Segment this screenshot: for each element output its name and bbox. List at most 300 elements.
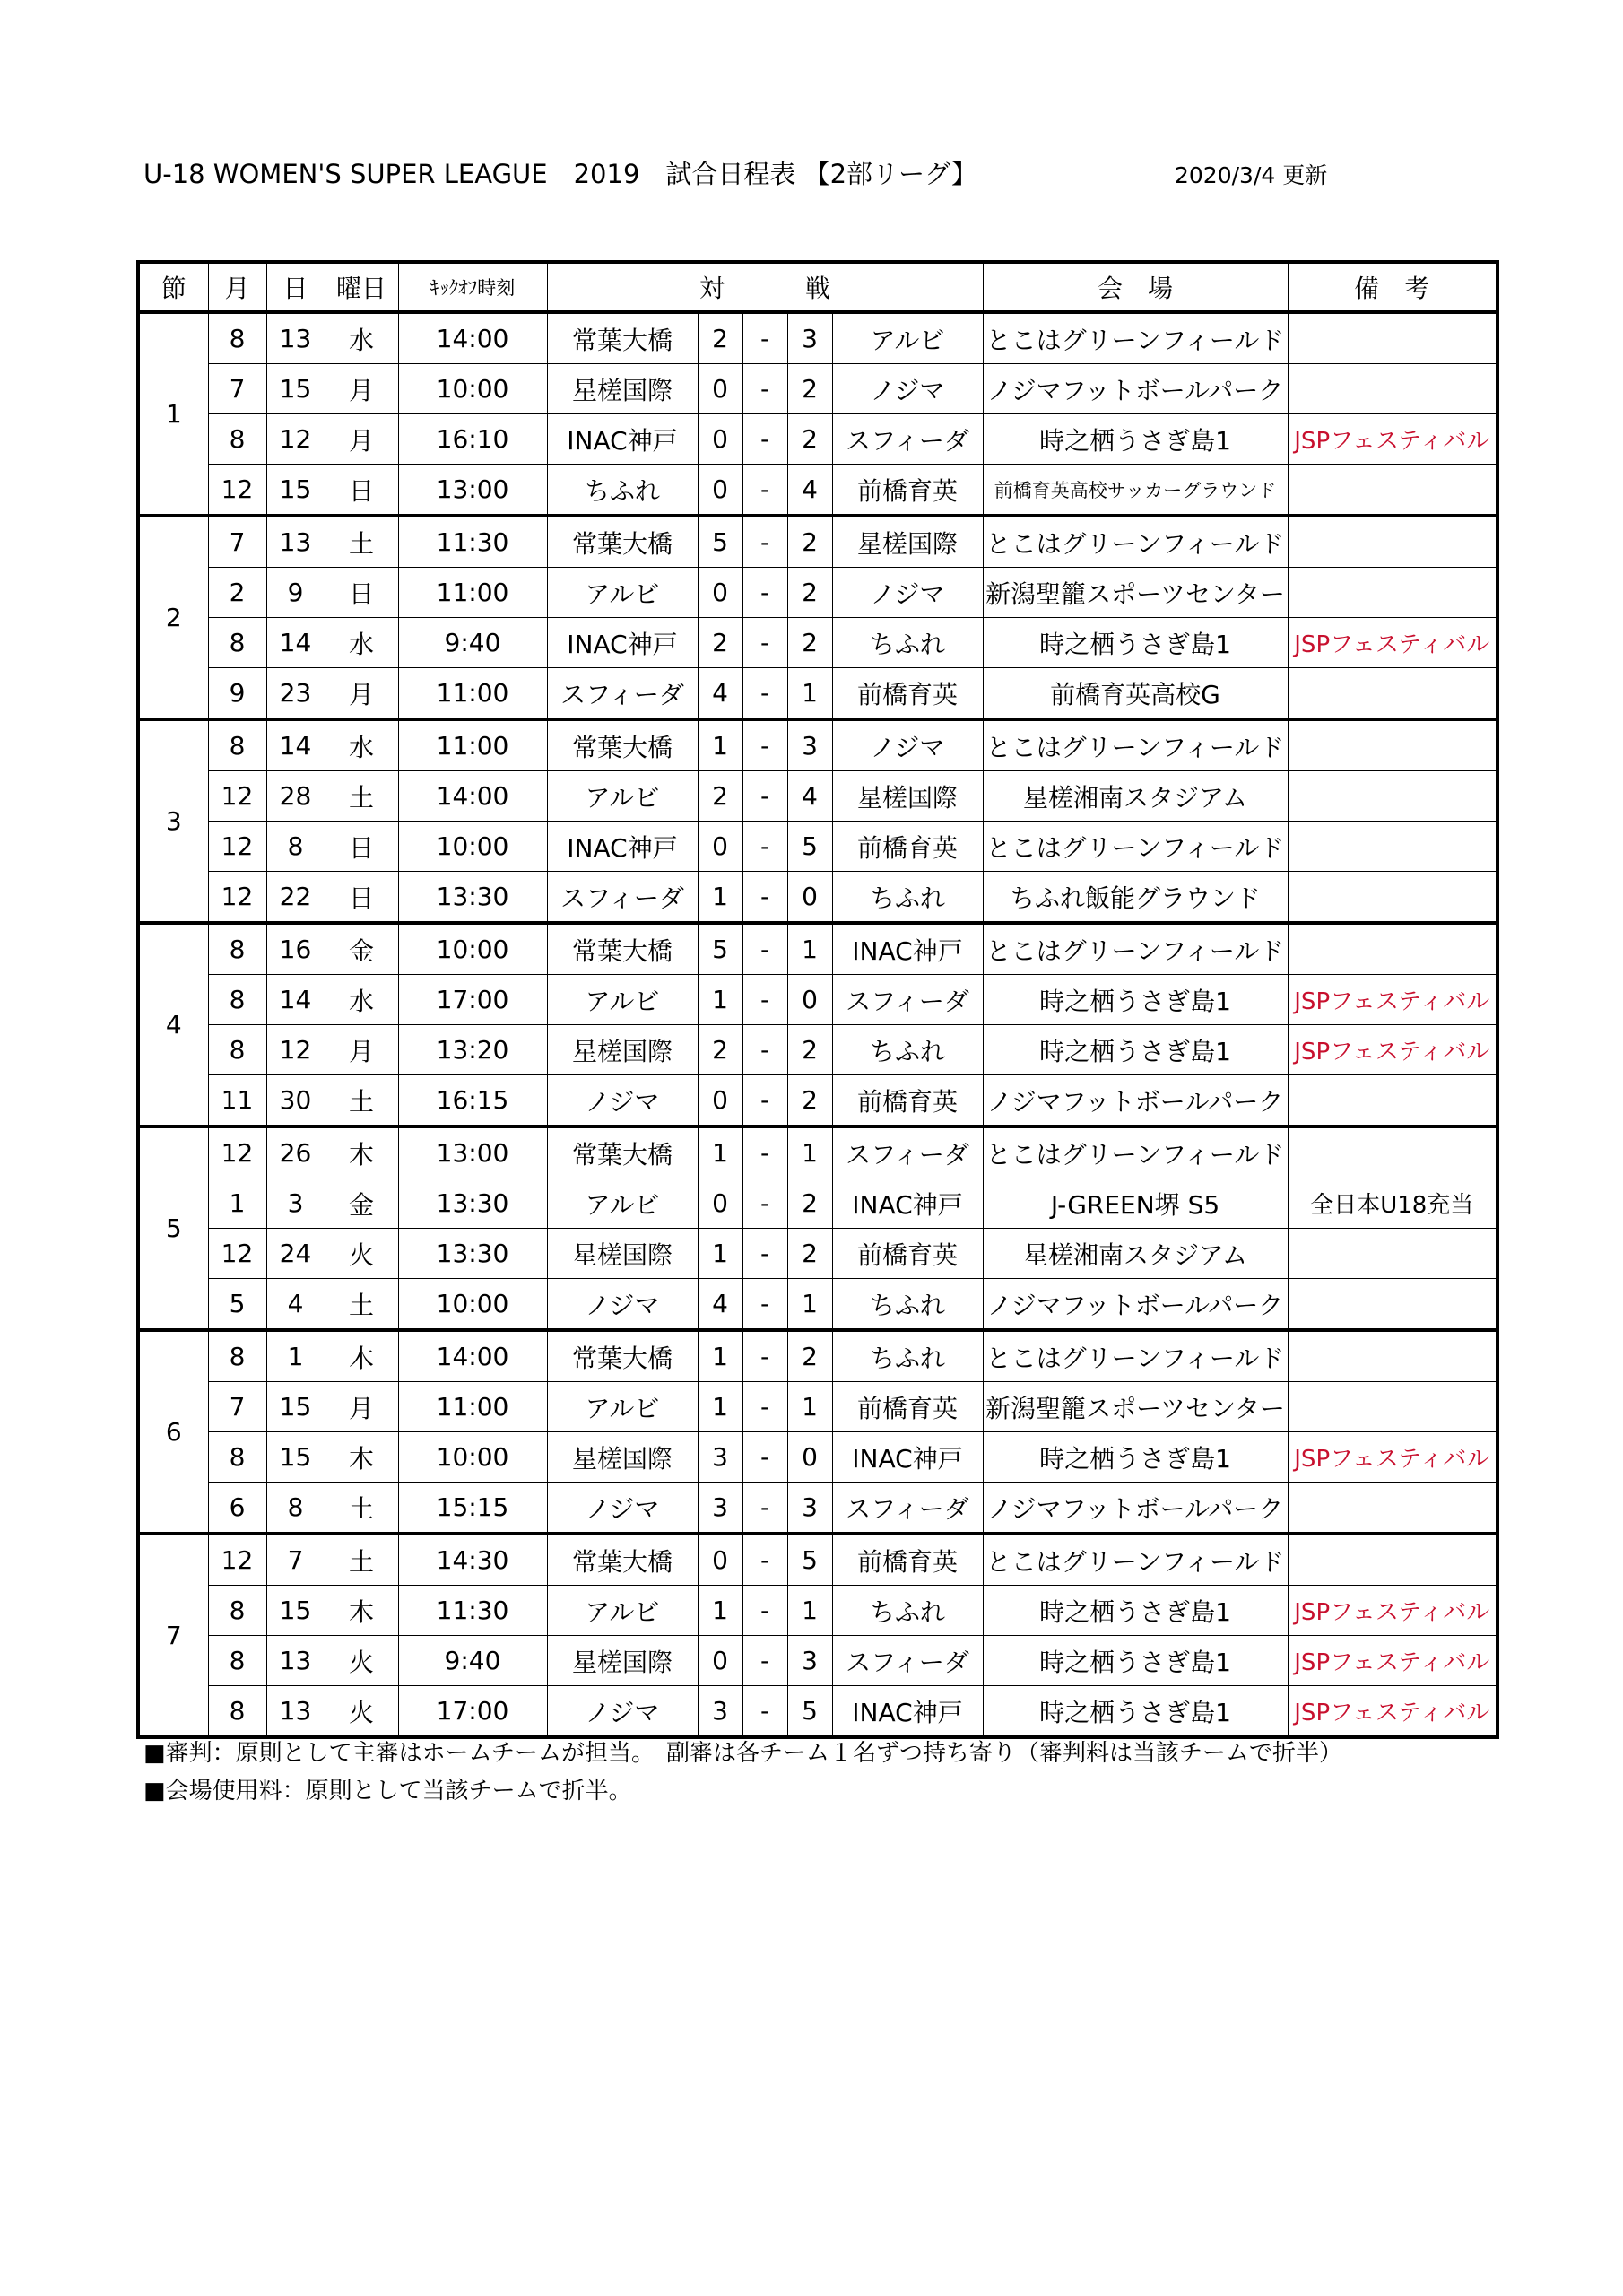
score-separator: - xyxy=(742,1636,787,1686)
away-score: 0 xyxy=(787,872,832,924)
remark xyxy=(1288,1279,1497,1331)
away-score: 5 xyxy=(787,1534,832,1586)
score-separator: - xyxy=(742,568,787,618)
kickoff-time: 13:00 xyxy=(398,465,547,517)
match-row xyxy=(138,364,1497,414)
match-weekday: 土 xyxy=(325,1075,398,1127)
away-team: スフィーダ xyxy=(832,414,983,465)
match-day: 22 xyxy=(266,872,325,924)
away-score: 0 xyxy=(787,975,832,1025)
score-separator: - xyxy=(742,1586,787,1636)
home-score: 1 xyxy=(698,1382,742,1432)
kickoff-time: 16:10 xyxy=(398,414,547,465)
home-team: 星槎国際 xyxy=(547,1432,698,1483)
venue: 時之栖うさぎ島1 xyxy=(983,1586,1288,1636)
score-separator: - xyxy=(742,364,787,414)
away-score: 3 xyxy=(787,719,832,771)
score-separator: - xyxy=(742,668,787,720)
match-weekday: 月 xyxy=(325,668,398,720)
home-score: 0 xyxy=(698,414,742,465)
venue: 時之栖うさぎ島1 xyxy=(983,1636,1288,1686)
venue: ノジマフットボールパーク xyxy=(983,364,1288,414)
page-title: U-18 WOMEN'S SUPER LEAGUE 2019 試合日程表 【2部リーグ】 xyxy=(143,159,977,189)
match-day: 9 xyxy=(266,568,325,618)
kickoff-time: 14:00 xyxy=(398,1330,547,1382)
match-day: 14 xyxy=(266,719,325,771)
match-row xyxy=(138,1432,1497,1483)
score-separator: - xyxy=(742,975,787,1025)
remark xyxy=(1288,872,1497,924)
match-row xyxy=(138,568,1497,618)
match-weekday: 金 xyxy=(325,1178,398,1229)
kickoff-time: 13:20 xyxy=(398,1025,547,1075)
match-row xyxy=(138,771,1497,822)
venue: とこはグリーンフィールド xyxy=(983,1126,1288,1178)
away-team: ちふれ xyxy=(832,1330,983,1382)
match-row xyxy=(138,822,1497,872)
venue: とこはグリーンフィールド xyxy=(983,719,1288,771)
away-team: アルビ xyxy=(832,312,983,364)
remark xyxy=(1288,312,1497,364)
home-team: 常葉大橋 xyxy=(547,719,698,771)
match-month: 7 xyxy=(208,516,266,568)
header-match-a: 対 xyxy=(699,274,725,303)
kickoff-time: 13:00 xyxy=(398,1126,547,1178)
match-row xyxy=(138,1025,1497,1075)
remark xyxy=(1288,1534,1497,1586)
match-row xyxy=(138,465,1497,517)
score-separator: - xyxy=(742,516,787,568)
match-weekday: 木 xyxy=(325,1330,398,1382)
away-score: 2 xyxy=(787,1330,832,1382)
update-date: 2020/3/4 更新 xyxy=(1175,162,1328,188)
home-score: 1 xyxy=(698,1586,742,1636)
away-score: 2 xyxy=(787,516,832,568)
match-row xyxy=(138,719,1497,771)
home-team: スフィーダ xyxy=(547,872,698,924)
match-row xyxy=(138,1330,1497,1382)
remark: JSPフェスティバル xyxy=(1288,414,1497,465)
away-score: 1 xyxy=(787,1279,832,1331)
away-score: 1 xyxy=(787,1586,832,1636)
section-number: 2 xyxy=(138,516,208,719)
kickoff-time: 9:40 xyxy=(398,618,547,668)
match-day: 12 xyxy=(266,1025,325,1075)
away-team: INAC神戸 xyxy=(832,1686,983,1738)
match-weekday: 水 xyxy=(325,975,398,1025)
venue: とこはグリーンフィールド xyxy=(983,516,1288,568)
away-team: ちふれ xyxy=(832,872,983,924)
venue: とこはグリーンフィールド xyxy=(983,1534,1288,1586)
match-weekday: 木 xyxy=(325,1586,398,1636)
match-weekday: 木 xyxy=(325,1432,398,1483)
home-score: 1 xyxy=(698,1330,742,1382)
home-score: 0 xyxy=(698,1636,742,1686)
away-team: ノジマ xyxy=(832,364,983,414)
score-separator: - xyxy=(742,822,787,872)
score-separator: - xyxy=(742,1432,787,1483)
away-team: 前橋育英 xyxy=(832,1534,983,1586)
note-referee: ■審判：原則として主審はホームチームが担当。 副審は各チーム１名ずつ持ち寄り（審判料は当該チームで折半） xyxy=(143,1740,1343,1767)
match-weekday: 日 xyxy=(325,465,398,517)
away-score: 2 xyxy=(787,1025,832,1075)
header-remarks: 備 考 xyxy=(1288,262,1497,312)
away-team: ノジマ xyxy=(832,568,983,618)
header-match xyxy=(547,262,983,312)
venue: 時之栖うさぎ島1 xyxy=(983,414,1288,465)
match-day: 28 xyxy=(266,771,325,822)
home-team: アルビ xyxy=(547,975,698,1025)
match-month: 8 xyxy=(208,975,266,1025)
notes xyxy=(143,1735,1342,1810)
away-score: 4 xyxy=(787,465,832,517)
home-team: アルビ xyxy=(547,1178,698,1229)
match-weekday: 月 xyxy=(325,1025,398,1075)
venue: 新潟聖籠スポーツセンター xyxy=(983,1382,1288,1432)
match-day: 13 xyxy=(266,1636,325,1686)
home-score: 3 xyxy=(698,1483,742,1535)
match-row xyxy=(138,668,1497,720)
match-row xyxy=(138,516,1497,568)
kickoff-time: 14:00 xyxy=(398,312,547,364)
home-score: 0 xyxy=(698,1534,742,1586)
score-separator: - xyxy=(742,1126,787,1178)
kickoff-time: 14:30 xyxy=(398,1534,547,1586)
header-section: 節 xyxy=(138,262,208,312)
kickoff-time: 11:30 xyxy=(398,1586,547,1636)
score-separator: - xyxy=(742,618,787,668)
match-weekday: 土 xyxy=(325,1483,398,1535)
match-weekday: 日 xyxy=(325,822,398,872)
score-separator: - xyxy=(742,1382,787,1432)
home-score: 0 xyxy=(698,1075,742,1127)
home-team: INAC神戸 xyxy=(547,822,698,872)
match-weekday: 日 xyxy=(325,872,398,924)
home-score: 1 xyxy=(698,872,742,924)
match-day: 15 xyxy=(266,1382,325,1432)
match-day: 14 xyxy=(266,975,325,1025)
home-score: 1 xyxy=(698,1229,742,1279)
remark xyxy=(1288,719,1497,771)
match-row xyxy=(138,1382,1497,1432)
match-month: 6 xyxy=(208,1483,266,1535)
home-score: 0 xyxy=(698,465,742,517)
score-separator: - xyxy=(742,872,787,924)
venue: 時之栖うさぎ島1 xyxy=(983,1025,1288,1075)
home-team: 常葉大橋 xyxy=(547,312,698,364)
match-month: 7 xyxy=(208,1382,266,1432)
remark: 全日本U18充当 xyxy=(1288,1178,1497,1229)
kickoff-time: 13:30 xyxy=(398,872,547,924)
match-month: 5 xyxy=(208,1279,266,1331)
match-weekday: 水 xyxy=(325,719,398,771)
match-day: 15 xyxy=(266,364,325,414)
away-score: 2 xyxy=(787,364,832,414)
match-day: 3 xyxy=(266,1178,325,1229)
away-team: INAC神戸 xyxy=(832,923,983,975)
kickoff-time: 11:00 xyxy=(398,719,547,771)
match-weekday: 火 xyxy=(325,1686,398,1738)
match-day: 15 xyxy=(266,1432,325,1483)
home-score: 1 xyxy=(698,719,742,771)
away-score: 2 xyxy=(787,568,832,618)
header-kickoff: ｷｯｸｵﾌ時刻 xyxy=(398,262,547,312)
match-weekday: 水 xyxy=(325,312,398,364)
home-score: 2 xyxy=(698,771,742,822)
match-row xyxy=(138,872,1497,924)
score-separator: - xyxy=(742,1025,787,1075)
home-team: 星槎国際 xyxy=(547,364,698,414)
away-team: スフィーダ xyxy=(832,1636,983,1686)
venue: 時之栖うさぎ島1 xyxy=(983,1432,1288,1483)
score-separator: - xyxy=(742,1330,787,1382)
match-row xyxy=(138,1126,1497,1178)
section-number: 6 xyxy=(138,1330,208,1534)
score-separator: - xyxy=(742,923,787,975)
remark xyxy=(1288,1075,1497,1127)
match-weekday: 火 xyxy=(325,1636,398,1686)
away-score: 3 xyxy=(787,312,832,364)
home-team: 星槎国際 xyxy=(547,1636,698,1686)
home-team: アルビ xyxy=(547,1382,698,1432)
away-team: 前橋育英 xyxy=(832,465,983,517)
section-number: 4 xyxy=(138,923,208,1126)
match-day: 23 xyxy=(266,668,325,720)
match-month: 12 xyxy=(208,872,266,924)
match-day: 1 xyxy=(266,1330,325,1382)
home-team: 常葉大橋 xyxy=(547,1534,698,1586)
match-weekday: 土 xyxy=(325,516,398,568)
home-team: 常葉大橋 xyxy=(547,516,698,568)
remark xyxy=(1288,465,1497,517)
match-month: 8 xyxy=(208,1636,266,1686)
away-team: 前橋育英 xyxy=(832,1382,983,1432)
home-score: 3 xyxy=(698,1432,742,1483)
home-score: 4 xyxy=(698,668,742,720)
kickoff-time: 16:15 xyxy=(398,1075,547,1127)
venue: とこはグリーンフィールド xyxy=(983,1330,1288,1382)
venue: 時之栖うさぎ島1 xyxy=(983,618,1288,668)
match-month: 12 xyxy=(208,1229,266,1279)
match-day: 15 xyxy=(266,465,325,517)
section-number: 3 xyxy=(138,719,208,923)
away-team: 前橋育英 xyxy=(832,822,983,872)
remark xyxy=(1288,1330,1497,1382)
home-team: アルビ xyxy=(547,1586,698,1636)
match-month: 12 xyxy=(208,1534,266,1586)
match-day: 7 xyxy=(266,1534,325,1586)
match-day: 14 xyxy=(266,618,325,668)
away-team: スフィーダ xyxy=(832,1126,983,1178)
venue: 星槎湘南スタジアム xyxy=(983,1229,1288,1279)
match-row xyxy=(138,1178,1497,1229)
home-team: INAC神戸 xyxy=(547,618,698,668)
kickoff-time: 10:00 xyxy=(398,1432,547,1483)
match-day: 13 xyxy=(266,312,325,364)
remark xyxy=(1288,1229,1497,1279)
score-separator: - xyxy=(742,1534,787,1586)
away-team: ちふれ xyxy=(832,1025,983,1075)
match-row xyxy=(138,1075,1497,1127)
match-weekday: 月 xyxy=(325,364,398,414)
remark xyxy=(1288,1483,1497,1535)
venue: 新潟聖籠スポーツセンター xyxy=(983,568,1288,618)
venue: J-GREEN堺 S5 xyxy=(983,1178,1288,1229)
match-month: 8 xyxy=(208,414,266,465)
remark: JSPフェスティバル xyxy=(1288,1686,1497,1738)
match-weekday: 土 xyxy=(325,771,398,822)
kickoff-time: 13:30 xyxy=(398,1229,547,1279)
kickoff-time: 10:00 xyxy=(398,1279,547,1331)
home-team: 常葉大橋 xyxy=(547,1330,698,1382)
match-month: 12 xyxy=(208,465,266,517)
remark xyxy=(1288,668,1497,720)
away-score: 2 xyxy=(787,618,832,668)
score-separator: - xyxy=(742,1229,787,1279)
kickoff-time: 10:00 xyxy=(398,822,547,872)
match-weekday: 日 xyxy=(325,568,398,618)
match-month: 8 xyxy=(208,1330,266,1382)
home-score: 2 xyxy=(698,618,742,668)
match-month: 8 xyxy=(208,1432,266,1483)
match-row xyxy=(138,1279,1497,1331)
venue: ノジマフットボールパーク xyxy=(983,1075,1288,1127)
score-separator: - xyxy=(742,1075,787,1127)
home-score: 1 xyxy=(698,1126,742,1178)
venue: とこはグリーンフィールド xyxy=(983,923,1288,975)
away-team: 前橋育英 xyxy=(832,1229,983,1279)
header-match-b: 戦 xyxy=(805,274,831,303)
match-weekday: 金 xyxy=(325,923,398,975)
remark xyxy=(1288,771,1497,822)
away-team: スフィーダ xyxy=(832,1483,983,1535)
venue: ノジマフットボールパーク xyxy=(983,1279,1288,1331)
match-month: 11 xyxy=(208,1075,266,1127)
home-score: 0 xyxy=(698,1178,742,1229)
match-row xyxy=(138,1229,1497,1279)
home-score: 4 xyxy=(698,1279,742,1331)
header-weekday: 曜日 xyxy=(325,262,398,312)
score-separator: - xyxy=(742,1279,787,1331)
match-month: 8 xyxy=(208,719,266,771)
match-month: 12 xyxy=(208,771,266,822)
home-score: 0 xyxy=(698,364,742,414)
match-month: 9 xyxy=(208,668,266,720)
match-month: 8 xyxy=(208,1586,266,1636)
home-score: 2 xyxy=(698,312,742,364)
match-month: 8 xyxy=(208,312,266,364)
remark xyxy=(1288,516,1497,568)
venue: ちふれ飯能グラウンド xyxy=(983,872,1288,924)
venue: 星槎湘南スタジアム xyxy=(983,771,1288,822)
kickoff-time: 17:00 xyxy=(398,1686,547,1738)
match-day: 8 xyxy=(266,822,325,872)
kickoff-time: 11:00 xyxy=(398,1382,547,1432)
kickoff-time: 11:00 xyxy=(398,568,547,618)
remark xyxy=(1288,822,1497,872)
kickoff-time: 14:00 xyxy=(398,771,547,822)
match-day: 30 xyxy=(266,1075,325,1127)
remark xyxy=(1288,1126,1497,1178)
away-team: 星槎国際 xyxy=(832,516,983,568)
match-row xyxy=(138,1636,1497,1686)
venue: 前橋育英高校G xyxy=(983,668,1288,720)
match-row xyxy=(138,1686,1497,1738)
remark: JSPフェスティバル xyxy=(1288,1025,1497,1075)
match-row xyxy=(138,975,1497,1025)
match-row xyxy=(138,1586,1497,1636)
kickoff-time: 10:00 xyxy=(398,364,547,414)
remark: JSPフェスティバル xyxy=(1288,1586,1497,1636)
schedule-table xyxy=(136,260,1499,1739)
header-month: 月 xyxy=(208,262,266,312)
score-separator: - xyxy=(742,1686,787,1738)
home-score: 1 xyxy=(698,975,742,1025)
home-score: 5 xyxy=(698,516,742,568)
match-day: 16 xyxy=(266,923,325,975)
match-month: 1 xyxy=(208,1178,266,1229)
match-weekday: 土 xyxy=(325,1279,398,1331)
schedule-body xyxy=(138,312,1497,1737)
kickoff-time: 9:40 xyxy=(398,1636,547,1686)
match-row xyxy=(138,1534,1497,1586)
away-score: 2 xyxy=(787,1229,832,1279)
kickoff-time: 17:00 xyxy=(398,975,547,1025)
away-team: スフィーダ xyxy=(832,975,983,1025)
section-number: 1 xyxy=(138,312,208,516)
home-team: スフィーダ xyxy=(547,668,698,720)
venue: 前橋育英高校サッカーグラウンド xyxy=(983,465,1288,517)
home-team: アルビ xyxy=(547,568,698,618)
match-month: 2 xyxy=(208,568,266,618)
away-score: 3 xyxy=(787,1483,832,1535)
remark xyxy=(1288,568,1497,618)
venue: ノジマフットボールパーク xyxy=(983,1483,1288,1535)
kickoff-time: 13:30 xyxy=(398,1178,547,1229)
home-score: 2 xyxy=(698,1025,742,1075)
match-month: 7 xyxy=(208,364,266,414)
away-score: 1 xyxy=(787,1126,832,1178)
home-team: ノジマ xyxy=(547,1075,698,1127)
home-team: ちふれ xyxy=(547,465,698,517)
section-number: 7 xyxy=(138,1534,208,1737)
match-weekday: 月 xyxy=(325,414,398,465)
score-separator: - xyxy=(742,771,787,822)
match-month: 8 xyxy=(208,923,266,975)
away-score: 4 xyxy=(787,771,832,822)
home-score: 3 xyxy=(698,1686,742,1738)
home-team: ノジマ xyxy=(547,1483,698,1535)
match-month: 12 xyxy=(208,822,266,872)
score-separator: - xyxy=(742,1178,787,1229)
match-row xyxy=(138,312,1497,364)
match-month: 8 xyxy=(208,1025,266,1075)
away-score: 1 xyxy=(787,1382,832,1432)
venue: 時之栖うさぎ島1 xyxy=(983,975,1288,1025)
header-row xyxy=(138,262,1497,312)
away-score: 5 xyxy=(787,822,832,872)
away-score: 3 xyxy=(787,1636,832,1686)
match-weekday: 土 xyxy=(325,1534,398,1586)
remark xyxy=(1288,1382,1497,1432)
score-separator: - xyxy=(742,414,787,465)
remark: JSPフェスティバル xyxy=(1288,1432,1497,1483)
remark: JSPフェスティバル xyxy=(1288,975,1497,1025)
kickoff-time: 11:00 xyxy=(398,668,547,720)
away-score: 5 xyxy=(787,1686,832,1738)
match-weekday: 水 xyxy=(325,618,398,668)
home-score: 5 xyxy=(698,923,742,975)
